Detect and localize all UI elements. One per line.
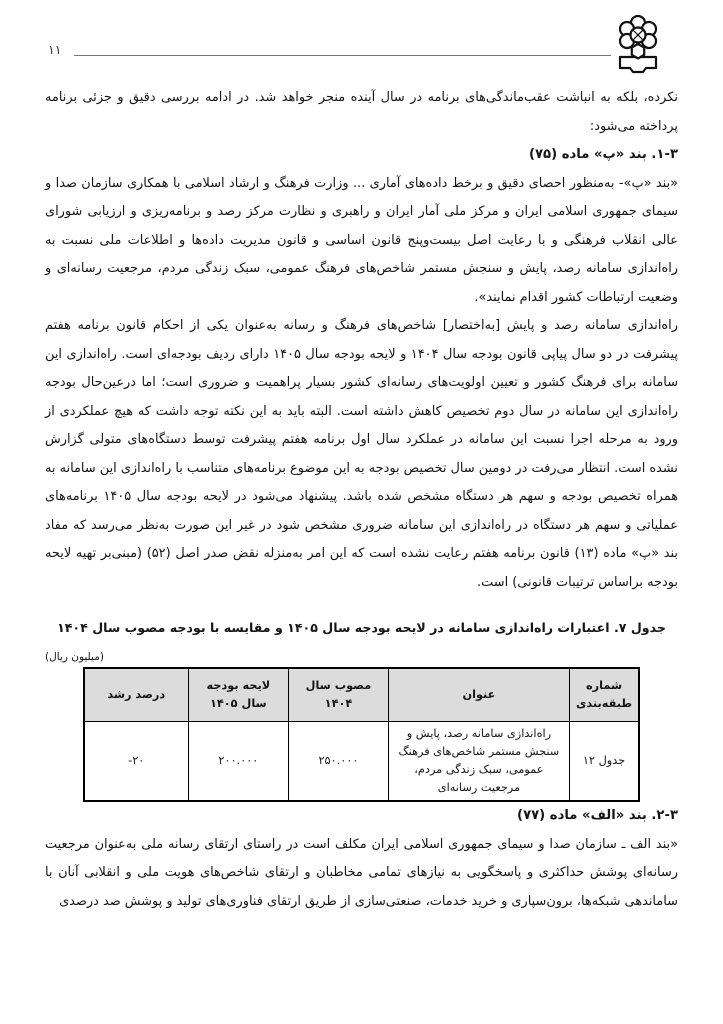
table-caption: جدول ۷. اعتبارات راه‌اندازی سامانه در لایحه بودجه سال ۱۴۰۵ و مقایسه با بودجه مصوب سال ۱۴۰۴	[57, 620, 666, 635]
table-header-row	[84, 668, 639, 722]
analysis-paragraph: راه‌اندازی سامانه رصد و پایش [به‌اختصار] شاخص‌های فرهنگ و رسانه به‌عنوان یکی از احکام قانون برنامه هفتم پیشرفت در دو سال پیاپی قانون بودجه سال ۱۴۰۴ و لایحه بودجه سال ۱۴۰۵ دارای ردیف بودجه‌ای است. راه‌اندازی این سامانه برای فرهنگ کشور و تعیین اولویت‌های رسانه‌ای کشور بسیار پراهمیت و ضروری است؛ اما درعین‌حال بودجه راه‌اندازی این سامانه در سال دوم تخصیص کاهش داشته است. البته باید به این نکته توجه داشت که هیچ عملکردی از ورود به مرحله اجرا نسبت این سامانه در عملکرد سال اول برنامه هفتم پیشرفت توسط دستگاه‌های متولی گزارش نشده است. انتظار می‌رفت در دومین سال تخصیص بودجه به این موضوع برنامه‌های متناسب با راه‌اندازی این سامانه به همراه تخصیص بودجه و سهم هر دستگاه مشخص شده باشد. پیشنهاد می‌شود در لایحه بودجه سال ۱۴۰۵ برنامه‌های عملیاتی و سهم هر دستگاه در راه‌اندازی این سامانه ضروری مشخص شود در غیر این صورت به‌نظر می‌رسد که مفاد بند «پ» ماده (۱۳) قانون برنامه هفتم رعایت نشده است که این امر به‌منزله نقض صدر اصل (۵۲) (مبنی‌بر تهیه لایحه بودجه براساس ترتیبات قانونی) است.	[45, 318, 678, 590]
table-cell-classification: جدول ۱۲	[570, 722, 639, 802]
table-header-classification: شماره طبقه‌بندی	[570, 668, 639, 722]
clause-quote-paragraph: «بند «پ»- به‌منظور احصای دقیق و برخط داده‌های آماری ... وزارت فرهنگ و ارشاد اسلامی با همکاری سازمان صدا و سیمای جمهوری اسلامی ایران و مرکز ملی آمار ایران و راهبری و نظارت مرکز رصد و برنامه‌ریزی و ارزیابی شورای عالی انقلاب فرهنگی و با رعایت اصل بیست‌وپنج قانون اساسی و قانون مدیریت داده‌ها و اطلاعات ملی نسبت به راه‌اندازی سامانه رصد، پایش و سنجش مستمر شاخص‌های فرهنگ عمومی، سبک زندگی مردم، مرجعیت رسانه‌ای و وضعیت ارتباطات کشور اقدام نمایند».	[45, 175, 678, 305]
intro-paragraph: نکرده، بلکه به انباشت عقب‌ماندگی‌های برنامه در سال آینده منجر خواهد شد. در ادامه بررسی دقیق و جزئی برنامه پرداخته می‌شود:	[45, 90, 678, 134]
table-cell-growth	[84, 722, 188, 802]
section-2-heading: ۲-۳. بند «الف» ماده (۷۷)	[517, 808, 678, 823]
table-cell-bill-1405	[188, 722, 289, 802]
table-header-approved-1404: مصوب سال ۱۴۰۴	[289, 668, 389, 722]
budget-table-block	[45, 619, 678, 802]
page-number: ۱۱	[48, 42, 62, 57]
table-cell-approved-1404	[289, 722, 389, 802]
budget-table	[83, 667, 640, 802]
table-cell-title: راه‌اندازی سامانه رصد، پایش و سنجش مستمر شاخص‌های فرهنگ عمومی، سبک زندگی مردم، مرجعیت رسانه‌ای	[388, 722, 569, 802]
table-header-bill-1405: لایحه بودجه سال ۱۴۰۵	[188, 668, 289, 722]
approved-1404-value: ۲۵۰.۰۰۰	[318, 754, 359, 767]
table-unit-note: (میلیون ریال)	[45, 651, 104, 663]
clause-a-paragraph: «بند الف ـ سازمان صدا و سیمای جمهوری اسلامی ایران مکلف است در راستای ارتقای رسانه ملی به‌عنوان مرجعیت رسانه‌ای پوشش حداکثری و پاسخگویی به نیازهای تمامی مخاطبان و ارتقای شاخص‌های هویت ملی و انقلابی آنان با ساماندهی شبکه‌ها، برون‌سپاری و خرید خدمات، صنعتی‌سازی از طریق ارتقای فناوری‌های تولید و پوشش صد درصدی	[45, 836, 678, 909]
organization-logo-icon	[608, 14, 668, 78]
table-header-growth: درصد رشد	[84, 668, 188, 722]
table-row	[84, 722, 639, 802]
header-rule	[74, 55, 611, 56]
bill-1405-value: ۲۰۰.۰۰۰	[218, 754, 259, 767]
section-1-heading: ۱-۳. بند «پ» ماده (۷۵)	[528, 147, 678, 162]
table-header-title: عنوان	[388, 668, 569, 722]
growth-percent-value: -۲۰	[128, 754, 145, 767]
document-body	[45, 84, 678, 916]
